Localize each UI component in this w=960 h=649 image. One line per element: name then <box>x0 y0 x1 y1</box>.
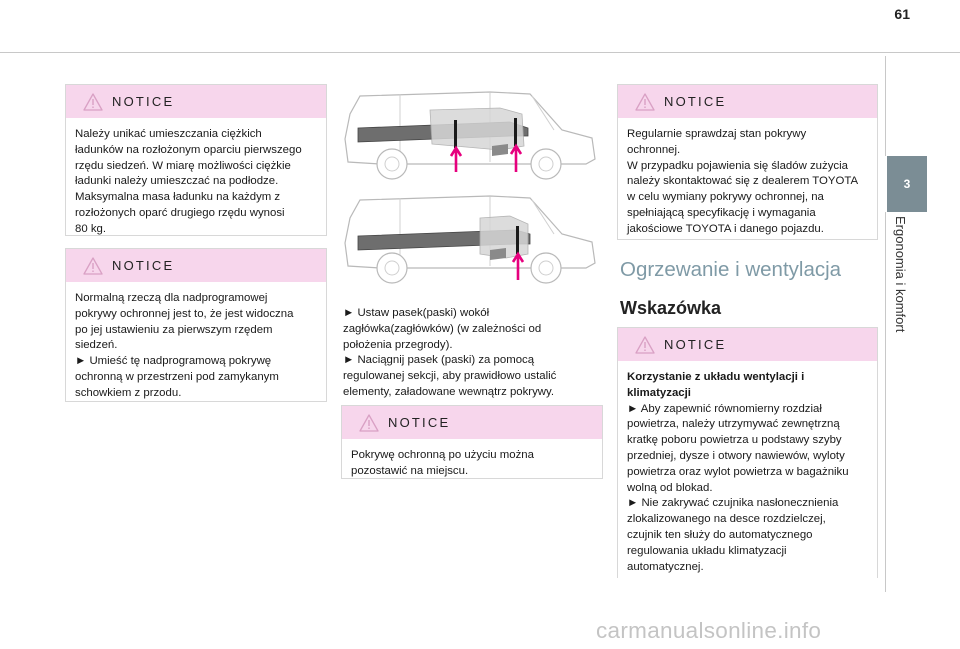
text-line: jakościowe TOYOTA i danego pojazdu. <box>627 222 824 235</box>
text-line: Pokrywę ochronną po użyciu można <box>351 449 534 461</box>
text-line: siedzeń. <box>75 339 118 352</box>
text-line: wolną od blokad. <box>627 481 713 494</box>
text-line: ► Nie zakrywać czujnika nasłonecznienia <box>627 497 839 510</box>
notice-subheading: Korzystanie z układu wentylacji i <box>627 371 805 383</box>
text-line: Regularnie sprawdzaj stan pokrywy <box>627 128 807 140</box>
text-line: Maksymalna masa ładunku na każdym z <box>75 191 281 204</box>
text-line: ► Aby zapewnić równomierny rozdział <box>627 402 822 415</box>
notice-text <box>618 118 877 246</box>
subsection-title: Wskazówka <box>620 298 722 318</box>
text-line: ochronnej. <box>627 143 681 156</box>
text-line: Normalną rzeczą dla nadprogramowej <box>75 292 268 304</box>
strap-instructions <box>343 306 603 401</box>
chapter-divider-bottom <box>885 212 886 592</box>
text-line: Należy unikać umieszczania ciężkich <box>75 128 262 140</box>
text-line: kratkę poboru powietrza u podstawy szyby <box>627 434 842 447</box>
text-line: rozłożonych oparć drugiego rzędu wynosi <box>75 206 285 219</box>
text-line: W przypadku pojawienia się śladów zużycia <box>627 159 848 172</box>
text-line: ► Naciągnij pasek (paski) za pomocą <box>343 354 535 367</box>
text-line: w celu wymiany pokrywy ochronnej, na <box>627 191 824 204</box>
notice-text <box>66 118 326 246</box>
notice-box-cargo-weight <box>65 84 327 236</box>
chapter-tab[interactable]: 3 <box>887 156 927 212</box>
notice-text <box>342 439 602 488</box>
notice-title: NOTICE <box>112 258 175 273</box>
top-divider <box>0 52 960 53</box>
text-line: regulowanej sekcji, aby prawidłowo ustalić <box>343 370 557 383</box>
watermark: carmanualsonline.info <box>596 618 822 643</box>
notice-text <box>618 361 877 583</box>
notice-header <box>66 85 326 118</box>
chapter-title-text: Ergonomia i komfort <box>893 216 908 333</box>
text-line: ochronną w przestrzeni pod zamykanym <box>75 370 279 383</box>
text-line: ► Umieść tę nadprogramową pokrywę <box>75 355 272 368</box>
warning-icon <box>359 414 379 432</box>
text-line: ► Ustaw pasek(paski) wokół <box>343 307 490 319</box>
text-line: spełniającą specyfikację i wymagania <box>627 206 816 219</box>
text-line: zagłówka(zagłówków) (w zależności od <box>343 322 542 335</box>
notice-box-check-cover <box>617 84 878 240</box>
car-cover-illustration-short <box>340 188 600 288</box>
text-line: schowkiem z przodu. <box>75 386 182 399</box>
text-line: przedniej, dysze i otwory nawiewów, wyloty <box>627 449 845 462</box>
text-line: zlokalizowanego na desce rozdzielczej, <box>627 513 826 526</box>
text-line: należy skontaktować się z dealerem TOYOTA <box>627 175 859 188</box>
text-line: powietrza, należy utrzymywać zewnętrzną <box>627 418 840 431</box>
text-line: elementy, załadowane wewnątrz pokrywy. <box>343 385 555 398</box>
section-title: Ogrzewanie i wentylacja <box>620 258 842 281</box>
text-line: ładunków na rozłożonym oparciu pierwszego <box>75 143 302 156</box>
notice-subheading: klimatyzacji <box>627 386 691 399</box>
notice-title: NOTICE <box>664 94 727 109</box>
notice-header <box>618 85 877 118</box>
warning-icon <box>635 336 655 354</box>
text-line: pozostawić na miejscu. <box>351 464 469 477</box>
notice-title: NOTICE <box>664 337 727 352</box>
text-line: 80 kg. <box>75 222 107 235</box>
chapter-divider-top <box>885 56 886 156</box>
car-cover-illustration-long <box>340 84 600 184</box>
text-line: rzędu siedzeń. W miarę możliwości ciężkie <box>75 159 291 172</box>
notice-box-ventilation <box>617 327 878 578</box>
warning-icon <box>635 93 655 111</box>
text-line: regulowania układu klimatyzacji <box>627 544 787 557</box>
warning-icon <box>83 257 103 275</box>
notice-header <box>66 249 326 282</box>
notice-header <box>618 328 877 361</box>
notice-box-leave-cover <box>341 405 603 479</box>
page-number: 61 <box>894 6 910 22</box>
text-line: automatycznej. <box>627 560 704 573</box>
text-line: ładunki należy umieszczać na podłodze. <box>75 175 279 188</box>
warning-icon <box>83 93 103 111</box>
notice-title: NOTICE <box>388 415 451 430</box>
notice-box-extra-cover <box>65 248 327 402</box>
text-line: pokrywy ochronnej jest to, że jest widoczna <box>75 307 294 320</box>
notice-title: NOTICE <box>112 94 175 109</box>
notice-text <box>66 282 326 410</box>
chapter-title <box>892 216 914 376</box>
text-line: powietrza oraz wylot powietrza w bagażniku <box>627 465 849 478</box>
notice-header <box>342 406 602 439</box>
text-line: położenia przegrody). <box>343 338 453 351</box>
text-line: po jej ustawieniu za pierwszym rzędem <box>75 323 273 336</box>
text-line: czujnik ten służy do automatycznego <box>627 528 813 541</box>
